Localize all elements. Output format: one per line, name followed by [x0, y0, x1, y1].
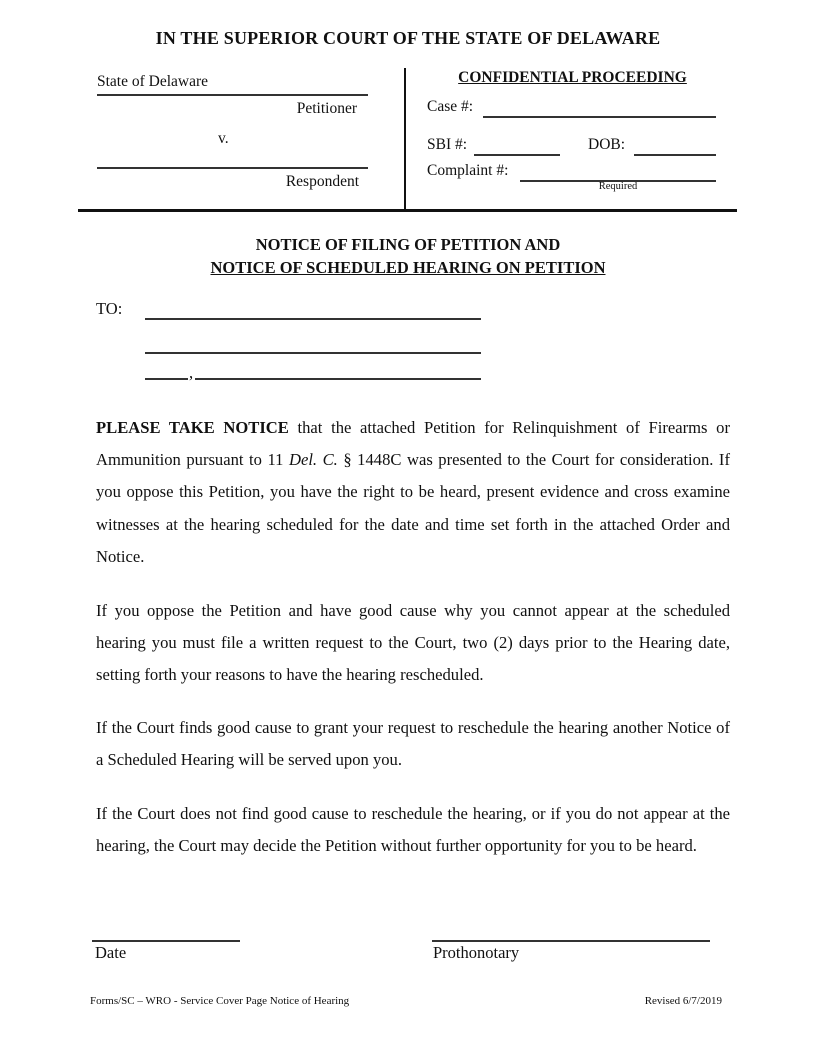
- prothonotary-label: Prothonotary: [433, 943, 520, 962]
- date-signature-field[interactable]: [92, 920, 240, 942]
- case-caption-box: [78, 62, 737, 212]
- paragraph-no-good-cause: If the Court does not find good cause to reschedule the hearing, or if you do not appear at the hearing, the Court may decide the Petition without further opportunity for you to be heard.: [96, 804, 730, 856]
- caption-divider: [404, 68, 406, 209]
- prothonotary-signature-field[interactable]: [432, 920, 710, 942]
- notice-title: [0, 233, 816, 279]
- to-address-line-3: [145, 361, 481, 380]
- respondent-name-field[interactable]: [97, 148, 368, 169]
- confidential-proceeding-heading: CONFIDENTIAL PROCEEDING: [458, 69, 687, 86]
- sbi-number-label: SBI #:: [427, 136, 468, 153]
- date-label: Date: [95, 943, 127, 962]
- notice-title-line1: NOTICE OF FILING OF PETITION AND: [255, 235, 561, 254]
- to-label: TO:: [96, 299, 123, 318]
- required-note: Required: [598, 181, 638, 192]
- please-take-notice-text: PLEASE TAKE NOTICE: [96, 418, 289, 437]
- paragraph-good-cause: If the Court finds good cause to grant your request to reschedule the hearing another Notice of a Scheduled Hearing will be served upon you.: [96, 718, 730, 770]
- notice-title-line2: NOTICE OF SCHEDULED HEARING ON PETITION: [210, 258, 606, 277]
- dob-field[interactable]: [634, 136, 716, 156]
- dob-label: DOB:: [588, 136, 626, 153]
- paragraph-take-notice: PLEASE TAKE NOTICE that the attached Petition for Relinquishment of Firearms or Ammunition pursuant to 11 Del. C. § 1448C was presented to the Court for consideration. If you oppose this Petition, you have the right to be heard, present evidence and cross examine witnesses at the hearing scheduled for the date and time set forth in the attached Order and Notice.: [96, 418, 731, 566]
- to-state-zip-field[interactable]: [195, 359, 481, 380]
- complaint-number-label: Complaint #:: [427, 162, 509, 179]
- petitioner-name-field[interactable]: [97, 73, 368, 96]
- to-address-line-1-field[interactable]: [145, 299, 481, 320]
- paragraph-oppose-petition: If you oppose the Petition and have good cause why you cannot appear at the scheduled hearing you must file a written request to the Court, two (2) days prior to the Hearing date, setting forth your reasons to have the hearing rescheduled.: [96, 601, 730, 685]
- del-c-citation: Del. C.: [288, 450, 338, 470]
- form-identifier: Forms/SC – WRO - Service Cover Page Notice of Hearing: [90, 995, 350, 1007]
- case-number-field[interactable]: [483, 98, 716, 118]
- court-title: IN THE SUPERIOR COURT OF THE STATE OF DELAWARE: [155, 28, 661, 48]
- complaint-number-field[interactable]: [520, 162, 716, 182]
- to-address-line-2-field[interactable]: [145, 333, 481, 354]
- case-number-label: Case #:: [427, 98, 474, 115]
- respondent-label: Respondent: [285, 173, 359, 190]
- versus-label: v.: [218, 130, 229, 147]
- petitioner-name-text: State of Delaware: [97, 73, 209, 90]
- to-city-field[interactable]: [145, 359, 188, 380]
- to-comma: ,: [189, 363, 194, 382]
- sbi-number-field[interactable]: [474, 136, 560, 156]
- petitioner-label: Petitioner: [296, 100, 357, 117]
- revision-date: Revised 6/7/2019: [644, 995, 722, 1007]
